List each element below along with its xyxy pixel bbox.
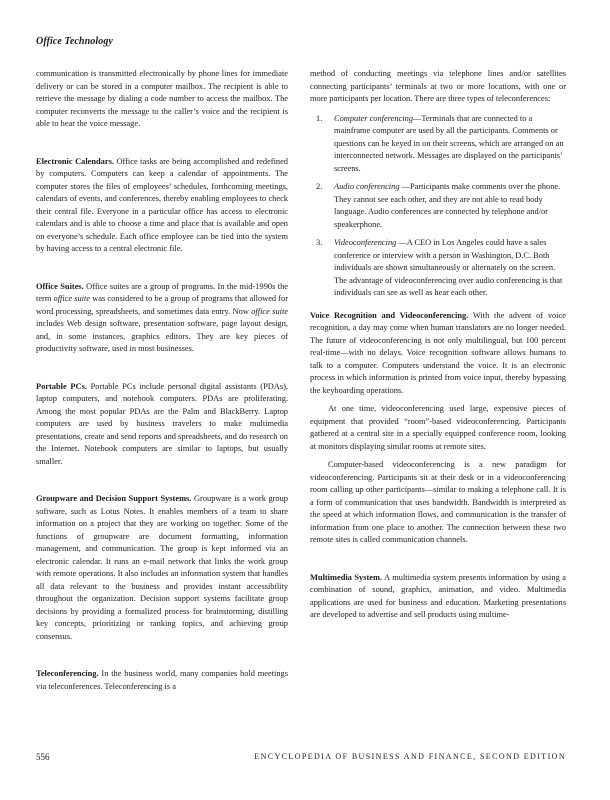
section-portable-pcs	[36, 381, 288, 469]
page-number: 556	[36, 752, 50, 762]
paragraph-voice-mail-continued: communication is transmitted electronically by phone lines for immediate delivery or can be stored in a computer mailbox. The recipient is able to retrieve the message by dialing a code number to access the mailbox. The computer reconverts the message to the caller’s voice and the recipient is able to hear the voice message.	[36, 69, 288, 128]
section-body: Groupware is a work group software, such as Lotus Notes. It enables members of a team to share information on a project that they are working on together. Some of the functions of groupware are document formatting, information management, and communication. The group is kept informed via an electronic calendar. It runs an e-mail network that links the work group with remote operations. It also includes an information system that handles all data relevant to the business and provides instant accessibility throughout the organization. Decision support systems facilitate group decisions by providing a formalized process for brainstorming, distilling key concepts, prioritizing or ranking topics, and achieving group consensus.	[36, 494, 288, 641]
publication-title: ENCYCLOPEDIA OF BUSINESS AND FINANCE, SECOND EDITION	[254, 752, 566, 761]
section-heading: Multimedia System.	[310, 572, 383, 582]
list-text: —A CEO in Los Angeles could have a sales conference or interview with a person in Washington, D.C. Both individuals are shown simultaneously or alternately on the screen. The advantage of videoconferencing over audio conferencing is that individuals can see as well as hear each other.	[334, 238, 563, 297]
section-body: Portable PCs include personal digital assistants (PDAs), laptop computers, and notebook computers. PDAs are proliferating. Among the most popular PDAs are the Palm and BlackBerry. Laptop computers are used by business travelers to make multimedia presentations, create and send reports and spreadsheets, and do research on the Internet. Notebook computers are similar to laptops, but usually smaller.	[36, 381, 288, 466]
section-heading: Teleconferencing.	[36, 669, 99, 678]
list-number: 1.	[316, 113, 323, 123]
list-number: 3.	[316, 238, 323, 247]
section-heading: Groupware and Decision Support Systems.	[36, 494, 192, 503]
list-text: —Participants make comments over the phone. They cannot see each other, and they are not able to read body language. Audio conferences are connected by telephone and/or speakerphone.	[334, 182, 561, 229]
left-column	[36, 68, 288, 693]
page-footer	[36, 752, 566, 762]
paragraph-room-based: At one time, videoconferencing used large, expensive pieces of equipment that provided “room”-based videoconferencing. Participants gathered at a central site in a specially equipped conference room, looking at monitors displaying similar rooms at remote sites.	[310, 404, 566, 451]
section-electronic-calendars	[36, 156, 288, 256]
list-term: Computer conferencing	[334, 113, 414, 123]
section-body: was considered to be a group of programs that allowed for word processing, spreadsheets, and sometimes data entry. Now	[36, 294, 289, 316]
list-text: —Terminals that are connected to a mainframe computer are used by all the participants. Comments or questions can be keyed in on their screens, which are arranged on an interconnected network. Messages are displayed on the participants’ screens.	[334, 113, 564, 173]
list-number: 2.	[316, 182, 323, 191]
section-heading: Office Suites.	[36, 281, 84, 291]
section-heading: Voice Recognition and Videoconferencing.	[310, 310, 469, 320]
section-voice-recognition	[310, 310, 566, 398]
emphasis-term: office suite	[251, 306, 289, 316]
section-heading: Electronic Calendars.	[36, 156, 114, 166]
section-body: With the advent of voice recognition, a day may come when human translators are no longer needed. The future of videoconferencing is not only multilingual, but 100 percent real-time—with no delays. Voice recognition software allows humans to talk to a computer. Computers understand the voice. It is an electronic process in which information is printed from voice input, thereby bypassing the keyboarding operations.	[310, 310, 566, 395]
paragraph-computer-based: Computer-based videoconferencing is a new paradigm for videoconferencing. Participants sit at their desk or in a videoconferencing room calling up other participants—similar to making a telephone call. It is a form of communication that uses bandwidth. Bandwidth is interpreted as the speed at which information flows, and communication is the transfer of information from one place to another. The connection between these two remote sites is called communication channels.	[310, 460, 566, 544]
paragraph-teleconferencing-continued: method of conducting meetings via telephone lines and/or satellites connecting participants’ terminals at two or more locations, with one or more participants per location. There are three types of teleconferences:	[310, 69, 566, 103]
section-body: A multimedia system presents information by using a combination of sound, graphics, animation, and video. Multimedia applications are used for business and education. Marketing presentations are developed to advertise and sell products using multime-	[310, 572, 566, 619]
running-head: Office Technology	[36, 36, 113, 47]
section-body: Office tasks are being accomplished and redefined by computers. Computers can keep a calendar of appointments. The computer stores the files of employees’ schedules, forthcoming meetings, calendars of events, and conferences, thereby enabling employees to check their central file. Everyone in a particular office has access to electronic calendars and is able to choose a time and place that is available and open on everyone’s schedule. Each office employee can be tied into the system by having access to a central electronic file.	[36, 156, 288, 253]
section-teleconferencing	[36, 668, 288, 693]
list-term: Videoconferencing	[334, 238, 397, 247]
list-term: Audio conferencing	[334, 182, 400, 191]
section-multimedia	[310, 572, 566, 622]
emphasis-term: office suite	[53, 294, 91, 303]
list-item	[316, 181, 566, 231]
section-heading: Portable PCs.	[36, 381, 87, 391]
section-office-suites	[36, 281, 288, 356]
teleconference-types-list	[310, 113, 566, 300]
section-body: includes Web design software, presentation software, page layout design, and, in some instances, graphics editors. They are key pieces of productivity software, used in most businesses.	[36, 319, 288, 353]
section-body: In the business world, many companies hold meetings via teleconferences. Teleconferencing is a	[36, 669, 288, 691]
list-item	[316, 113, 566, 176]
section-body: Office suites are a group of programs. In the mid-1990s the term	[36, 281, 288, 303]
right-column	[310, 68, 566, 622]
list-item	[316, 237, 566, 300]
section-groupware	[36, 493, 288, 643]
